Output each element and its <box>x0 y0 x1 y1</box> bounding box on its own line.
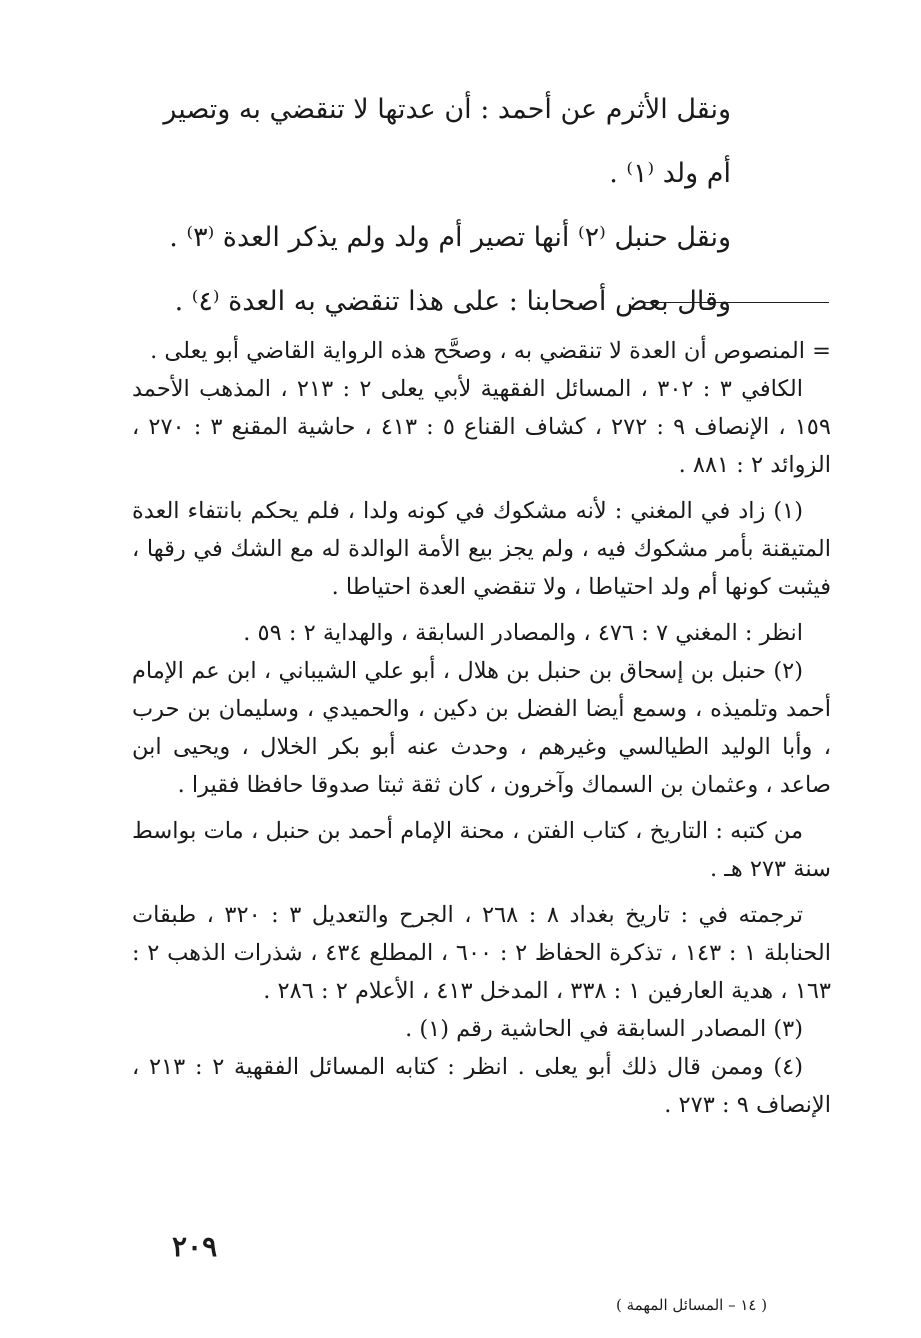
footnote-1-references: انظر : المغني ٧ : ٤٧٦ ، والمصادر السابقة ، والهداية ٢ : ٥٩ . <box>243 620 803 646</box>
page-number: ٢٠٩ <box>172 1230 218 1263</box>
footnotes-section <box>132 332 831 1124</box>
footnote-3: (٣) المصادر السابقة في الحاشية رقم (١) . <box>405 1016 803 1042</box>
main-paragraph: وقال بعض أصحابنا : على هذا تنقضي به العدة ⁽٤⁾ . <box>174 286 731 317</box>
footnote-1: (١) زاد في المغني : لأنه مشكوك في كونه ولدا ، فلم يحكم بانتفاء العدة المتيقنة بأمر مشكوك فيه ، ولم يجز بيع الأمة الوالدة له مع الشك في رقها ، فيثبت كونها أم ولد احتياطا ، ولا تنقضي العدة احتياطا . <box>132 498 831 600</box>
footnote-2-references: ترجمته في : تاريخ بغداد ٨ : ٢٦٨ ، الجرح والتعديل ٣ : ٣٢٠ ، طبقات الحنابلة ١ : ١٤٣ ، تذكرة الحفاظ ٢ : ٦٠٠ ، المطلع ٤٣٤ ، شذرات الذهب ٢ : ١٦٣ ، هدية العارفين ١ : ٣٣٨ ، المدخل ٤١٣ ، الأعلام ٢ : ٢٨٦ . <box>132 902 832 1004</box>
footnote-2-books: من كتبه : التاريخ ، كتاب الفتن ، محنة الإمام أحمد بن حنبل ، مات بواسط سنة ٢٧٣ هـ . <box>132 818 831 882</box>
main-text <box>140 78 731 334</box>
footnote-continuation-references: الكافي ٣ : ٣٠٢ ، المسائل الفقهية لأبي يعلى ٢ : ٢١٣ ، المذهب الأحمد ١٥٩ ، الإنصاف ٩ : ٢٧٢ ، كشاف القناع ٥ : ٤١٣ ، حاشية المقنع ٣ : ٢٧٠ ، الزوائد ٢ : ٨٨١ . <box>132 376 831 478</box>
main-paragraph: ونقل حنبل ⁽٢⁾ أنها تصير أم ولد ولم يذكر العدة ⁽٣⁾ . <box>169 222 731 253</box>
footnote-separator <box>641 302 829 303</box>
footnote-4: (٤) وممن قال ذلك أبو يعلى . انظر : كتابه المسائل الفقهية ٢ : ٢١٣ ، الإنصاف ٩ : ٢٧٣ . <box>132 1054 831 1118</box>
footnote-2: (٢) حنبل بن إسحاق بن حنبل بن هلال ، أبو علي الشيباني ، ابن عم الإمام أحمد وتلميذه ، وسمع أيضا الفضل بن دكين ، والحميدي ، وسليمان بن حرب ، وأبا الوليد الطيالسي وغيرهم ، وحدث عنه أبو بكر الخلال ، ويحيى ابن صاعد ، وعثمان بن السماك وآخرون ، كان ثقة ثبتا صدوقا حافظا فقيرا . <box>132 658 831 798</box>
footnote-continuation: = المنصوص أن العدة لا تنقضي به ، وصحَّح هذه الرواية القاضي أبو يعلى . <box>150 338 831 364</box>
printer-signature: ( ١٤ – المسائل المهمة ) <box>616 1296 768 1314</box>
main-paragraph: ونقل الأثرم عن أحمد : أن عدتها لا تنقضي به وتصير أم ولد ⁽١⁾ . <box>163 94 731 189</box>
